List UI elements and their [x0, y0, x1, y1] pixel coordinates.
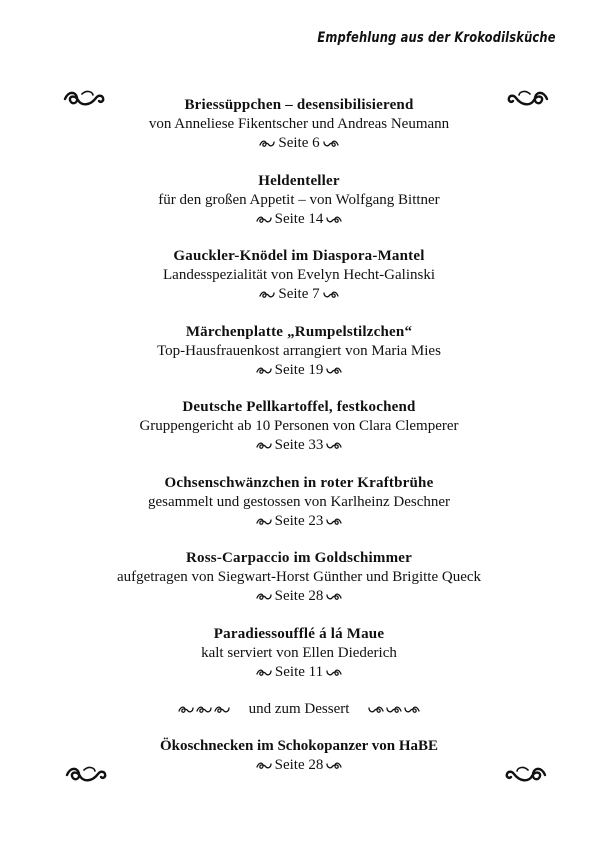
swirl-icon: [326, 592, 342, 601]
entry-subtitle: gesammelt und gestossen von Karlheinz Deschner: [148, 493, 450, 510]
entry-page-label: Seite 6: [278, 135, 320, 151]
swirl-icon: [178, 705, 194, 714]
entry-page-label: Seite 33: [274, 437, 324, 453]
menu-entry: [0, 172, 598, 248]
swirl-icon: [323, 139, 339, 148]
entry-page: [0, 587, 598, 606]
entry-page-label: Seite 11: [274, 663, 324, 680]
swirl-icon: [256, 366, 272, 375]
entry-page: [0, 436, 598, 455]
menu-entry: [0, 96, 598, 172]
entry-title: Ökoschnecken im Schokopanzer von HaBE: [159, 738, 439, 754]
entry-page: [0, 361, 598, 380]
entry-title: Briessüppchen – desensibilisierend: [184, 97, 414, 113]
entry-subtitle: Gruppengericht ab 10 Personen von Clara Clemperer: [139, 418, 459, 434]
swirl-icon: [326, 215, 342, 224]
swirl-icon: [256, 517, 272, 526]
swirl-icon: [326, 761, 342, 770]
swirl-icon: [256, 441, 272, 450]
swirl-row-left: [177, 700, 231, 719]
swirl-icon: [368, 705, 384, 714]
menu-entry: [0, 247, 598, 323]
entry-title: Ross-Carpaccio im Goldschimmer: [186, 550, 412, 566]
dessert-divider: [0, 700, 598, 737]
swirl-icon: [326, 668, 342, 677]
entry-title: Paradiessoufflé á lá Maue: [213, 625, 385, 642]
entry-page: [0, 512, 598, 531]
entry-page: [0, 210, 598, 229]
entry-subtitle: aufgetragen von Siegwart-Horst Günther und Brigitte Queck: [116, 569, 482, 585]
entry-page: [0, 663, 598, 682]
swirl-row-right: [367, 700, 421, 719]
menu-entry: [0, 398, 598, 474]
swirl-icon: [326, 517, 342, 526]
page-header-title: Empfehlung aus der Krokodilsküche: [317, 30, 556, 46]
swirl-icon: [196, 705, 212, 714]
menu-list: [0, 96, 598, 775]
swirl-icon: [256, 592, 272, 601]
swirl-icon: [326, 441, 342, 450]
entry-subtitle: Top-Hausfrauenkost arrangiert von Maria Mies: [157, 342, 441, 359]
swirl-icon: [256, 761, 272, 770]
swirl-icon: [404, 705, 420, 714]
entry-subtitle: für den großen Appetit – von Wolfgang Bittner: [158, 191, 440, 208]
entry-page: [0, 285, 598, 304]
entry-page: [0, 756, 598, 775]
swirl-icon: [326, 366, 342, 375]
entry-title: Ochsenschwänzchen in roter Kraftbrühe: [164, 474, 434, 491]
entry-page-label: Seite 7: [278, 286, 320, 302]
entry-page-label: Seite 28: [274, 757, 324, 773]
swirl-icon: [256, 215, 272, 224]
swirl-icon: [256, 668, 272, 677]
entry-page-label: Seite 23: [274, 512, 324, 529]
swirl-icon: [214, 705, 230, 714]
entry-subtitle: Landesspezialität von Evelyn Hecht-Galinski: [163, 267, 435, 283]
menu-entry: [0, 625, 598, 701]
swirl-icon: [259, 139, 275, 148]
entry-title: Märchenplatte „Rumpelstilzchen“: [185, 323, 413, 340]
entry-title: Heldenteller: [258, 172, 340, 189]
entry-page-label: Seite 14: [274, 210, 324, 227]
swirl-icon: [386, 705, 402, 714]
entry-title: Gauckler-Knödel im Diaspora-Mantel: [173, 248, 425, 264]
entry-title: Deutsche Pellkartoffel, festkochend: [182, 399, 416, 415]
dessert-label: und zum Dessert: [248, 701, 350, 717]
entry-page-label: Seite 28: [274, 588, 324, 604]
entry-subtitle: kalt serviert von Ellen Diederich: [201, 644, 397, 661]
menu-entry: [0, 549, 598, 625]
swirl-icon: [259, 290, 275, 299]
entry-page: [0, 134, 598, 153]
menu-entry: [0, 474, 598, 550]
menu-entry: [0, 323, 598, 399]
dessert-entry: [0, 737, 598, 775]
entry-subtitle: von Anneliese Fikentscher und Andreas Neumann: [148, 116, 450, 132]
entry-page-label: Seite 19: [274, 361, 324, 378]
swirl-icon: [323, 290, 339, 299]
